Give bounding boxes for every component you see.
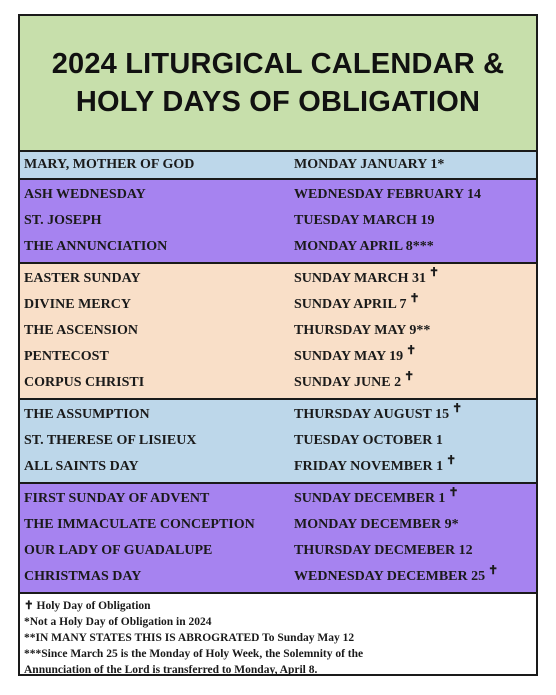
calendar-row <box>20 454 536 480</box>
feast-date-cell <box>290 433 536 449</box>
calendar-section <box>20 400 536 484</box>
feast-date-cell <box>290 213 536 229</box>
calendar-row <box>20 344 536 370</box>
holy-day-dagger-icon: ✝ <box>448 485 459 500</box>
calendar-row <box>20 208 536 234</box>
calendar-row <box>20 370 536 396</box>
feast-date-cell <box>290 369 536 391</box>
feast-date-cell <box>290 265 536 287</box>
feast-name: ST. JOSEPH <box>24 213 102 228</box>
title-line-2: HOLY DAYS OF OBLIGATION <box>75 86 481 118</box>
holy-day-dagger-icon: ✝ <box>452 401 463 416</box>
feast-date-cell <box>290 543 536 559</box>
feast-name: CHRISTMAS DAY <box>24 569 142 584</box>
calendar-section <box>20 484 536 594</box>
calendar-row <box>20 182 536 208</box>
feast-date-cell <box>290 563 536 585</box>
holy-day-dagger-icon: ✝ <box>409 291 420 306</box>
feast-date: THURSDAY MAY 9** <box>294 323 431 338</box>
feast-date-cell <box>290 343 536 365</box>
feast-date: TUESDAY MARCH 19 <box>294 213 435 228</box>
feast-date: SUNDAY MAY 19 <box>294 349 404 364</box>
feast-date: SUNDAY JUNE 2 <box>294 375 402 390</box>
feast-date-cell <box>290 291 536 313</box>
feast-date-cell <box>290 517 536 533</box>
feast-name: THE ASCENSION <box>24 323 138 338</box>
calendar-row <box>20 318 536 344</box>
feast-date-cell <box>290 485 536 507</box>
feast-date-cell <box>290 323 536 339</box>
feast-name: PENTECOST <box>24 349 109 364</box>
calendar-row <box>20 512 536 538</box>
feast-name: ASH WEDNESDAY <box>24 187 146 202</box>
feast-date-cell <box>290 187 536 203</box>
footnote-line: ***Since March 25 is the Monday of Holy Week, the Solemnity of the <box>24 648 364 660</box>
calendar-section <box>20 152 536 180</box>
feast-date-cell <box>290 453 536 475</box>
feast-date: SUNDAY APRIL 7 <box>294 297 407 312</box>
calendar-row <box>20 152 536 178</box>
feast-date: WEDNESDAY FEBRUARY 14 <box>294 187 481 202</box>
footnote-line: *Not a Holy Day of Obligation in 2024 <box>24 616 212 628</box>
feast-name: CORPUS CHRISTI <box>24 375 145 390</box>
feast-date: THURSDAY DECMEBER 12 <box>294 543 473 558</box>
feast-date: THURSDAY AUGUST 15 <box>294 407 450 422</box>
feast-date: WEDNESDAY DECEMBER 25 <box>294 569 486 584</box>
title-line-1: 2024 LITURGICAL CALENDAR & <box>51 48 505 80</box>
calendar-section <box>20 180 536 264</box>
calendar-row <box>20 486 536 512</box>
feast-name: DIVINE MERCY <box>24 297 131 312</box>
calendar-row <box>20 234 536 260</box>
calendar-row <box>20 538 536 564</box>
footnote-line: **IN MANY STATES THIS IS ABROGRATED To Sunday May 12 <box>24 632 355 644</box>
footnote-line: ✝ Holy Day of Obligation <box>24 600 151 612</box>
calendar-row <box>20 266 536 292</box>
feast-name: MARY, MOTHER OF GOD <box>24 157 195 172</box>
footnote-line: Annunciation of the Lord is transferred to Monday, April 8. <box>24 664 318 676</box>
feast-date-cell <box>290 401 536 423</box>
calendar-row <box>20 292 536 318</box>
feast-name: THE ASSUMPTION <box>24 407 150 422</box>
calendar-table <box>20 152 536 594</box>
calendar-section <box>20 264 536 400</box>
holy-day-dagger-icon: ✝ <box>488 563 499 578</box>
feast-date: TUESDAY OCTOBER 1 <box>294 433 443 448</box>
holy-day-dagger-icon: ✝ <box>428 265 440 280</box>
feast-name: ST. THERESE OF LISIEUX <box>24 433 197 448</box>
title-banner <box>20 16 536 152</box>
feast-date: SUNDAY MARCH 31 <box>294 271 426 286</box>
holy-day-dagger-icon: ✝ <box>406 343 417 358</box>
feast-name: FIRST SUNDAY OF ADVENT <box>24 491 210 506</box>
feast-name: OUR LADY OF GUADALUPE <box>24 543 213 558</box>
feast-name: EASTER SUNDAY <box>24 271 141 286</box>
holy-day-dagger-icon: ✝ <box>446 453 457 468</box>
holy-day-dagger-icon: ✝ <box>404 369 415 384</box>
feast-date-cell <box>290 239 536 255</box>
feast-date: MONDAY DECEMBER 9* <box>294 517 459 532</box>
feast-date: MONDAY APRIL 8*** <box>294 239 434 254</box>
feast-date-cell <box>290 157 536 173</box>
feast-name: THE ANNUNCIATION <box>24 239 168 254</box>
calendar-row <box>20 428 536 454</box>
footnotes <box>20 594 536 678</box>
feast-name: ALL SAINTS DAY <box>24 459 139 474</box>
feast-date: MONDAY JANUARY 1* <box>294 157 445 172</box>
feast-name: THE IMMACULATE CONCEPTION <box>24 517 255 532</box>
feast-date: SUNDAY DECEMBER 1 <box>294 491 446 506</box>
calendar-row <box>20 564 536 590</box>
calendar-row <box>20 402 536 428</box>
feast-date: FRIDAY NOVEMBER 1 <box>294 459 444 474</box>
calendar-document <box>18 14 538 676</box>
